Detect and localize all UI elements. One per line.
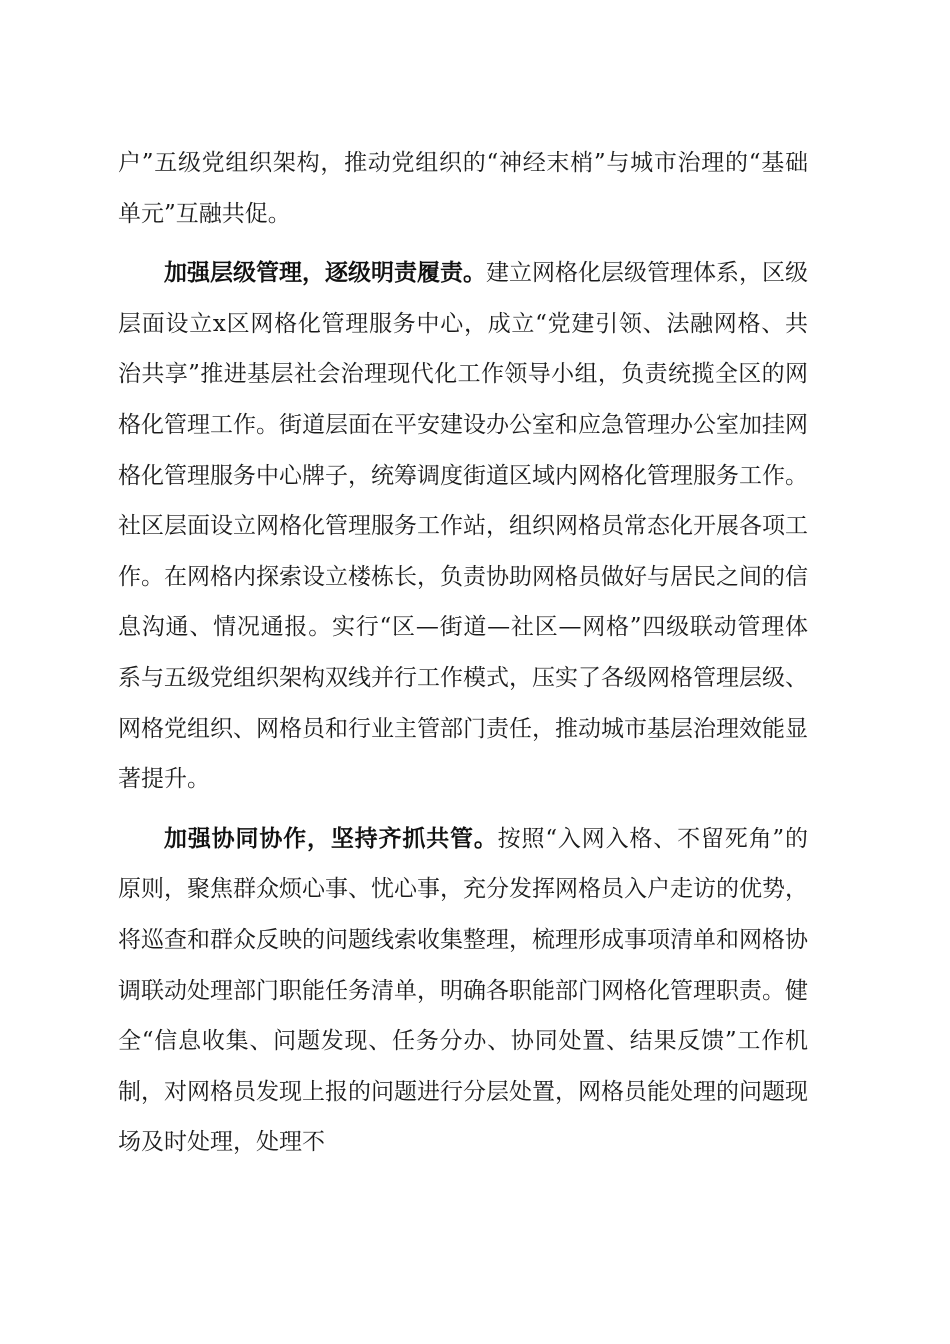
document-body [118,138,808,1168]
paragraph-text: 建立网格化层级管理体系，区级层面设立x区网格化管理服务中心，成立“党建引领、法融网格、共治共享”推进基层社会治理现代化工作领导小组，负责统揽全区的网格化管理工作。街道层面在平安建设办公室和应急管理办公室加挂网格化管理服务中心牌子，统筹调度街道区域内网格化管理服务工作。社区层面设立网格化管理服务工作站，组织网格员常态化开展各项工作。在网格内探索设立楼栋长，负责协助网格员做好与居民之间的信息沟通、情况通报。实行“区—街道—社区—网格”四级联动管理体系与五级党组织架构双线并行工作模式，压实了各级网格管理层级、网格党组织、网格员和行业主管部门责任，推动城市基层治理效能显著提升。 [118,260,808,793]
paragraph-coordination [118,814,808,1168]
paragraph-layered-management [118,248,808,805]
paragraph-text: 按照“入网入格、不留死角”的原则，聚焦群众烦心事、忧心事，充分发挥网格员入户走访的优势，将巡查和群众反映的问题线索收集整理，梳理形成事项清单和网格协调联动处理部门职能任务清单，明确各职能部门网格化管理职责。健全“信息收集、问题发现、任务分办、协同处置、结果反馈”工作机制，对网格员发现上报的问题进行分层处置，网格员能处理的问题现场及时处理，处理不 [118,825,808,1156]
paragraph-heading: 加强协同协作，坚持齐抓共管。 [164,825,498,852]
paragraph-heading: 加强层级管理，逐级明责履责。 [164,260,486,287]
paragraph-text: 户”五级党组织架构，推动党组织的“神经末梢”与城市治理的“基础单元”互融共促。 [118,150,808,227]
paragraph-continuation [118,138,808,239]
